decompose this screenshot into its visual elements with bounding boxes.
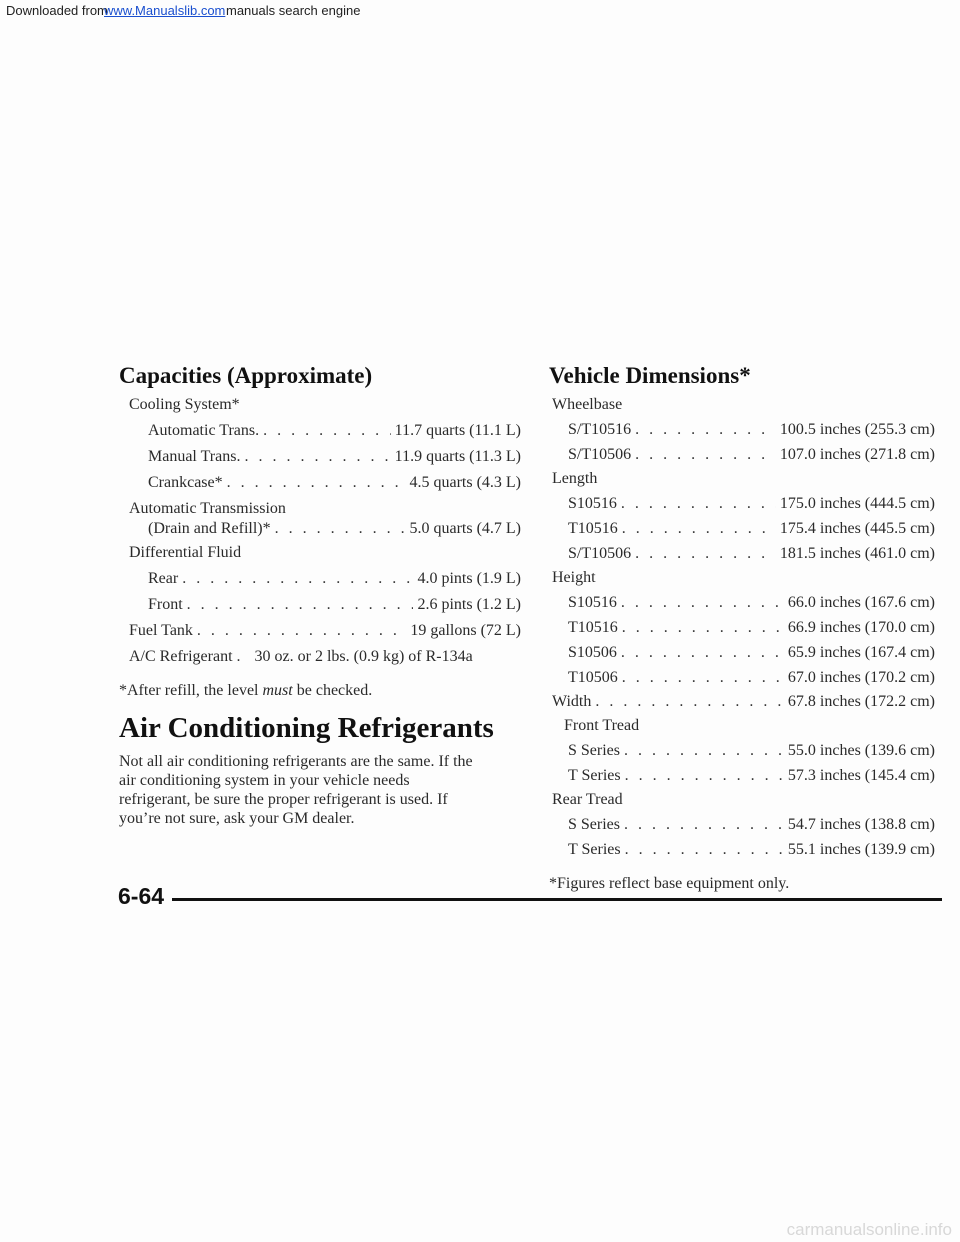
left-column xyxy=(119,362,521,828)
spec-value: 30 oz. or 2 lbs. (0.9 kg) of R-134a xyxy=(254,648,473,665)
spec-row xyxy=(568,814,935,836)
spec-label: S Series xyxy=(568,816,620,833)
leader-dots xyxy=(621,642,784,664)
leader-dots xyxy=(275,520,406,538)
spec-value: 181.5 inches (461.0 cm) xyxy=(779,545,935,562)
spec-row xyxy=(568,419,935,441)
spec-value: 66.0 inches (167.6 cm) xyxy=(787,594,935,611)
spec-value: 4.5 quarts (4.3 L) xyxy=(409,474,521,491)
rear-tread-rows xyxy=(568,814,935,861)
spec-row xyxy=(568,543,935,565)
leader-dots xyxy=(227,472,406,494)
dimensions-footnote: *Figures reflect base equipment only. xyxy=(549,875,790,892)
spec-label: S/T10506 xyxy=(568,446,632,463)
leader-dots xyxy=(197,620,406,642)
spec-label: Automatic Trans. xyxy=(148,422,260,439)
wheelbase-label: Wheelbase xyxy=(552,396,623,413)
header-suffix: manuals search engine xyxy=(226,3,361,18)
spec-row xyxy=(148,472,521,494)
right-column xyxy=(549,362,939,895)
spec-value: 67.8 inches (172.2 cm) xyxy=(787,693,935,710)
spec-row xyxy=(568,592,935,614)
ac-refrigerants-paragraph xyxy=(119,752,521,828)
spec-label: S10516 xyxy=(568,594,617,611)
capacities-heading: Capacities (Approximate) xyxy=(119,363,373,388)
front-tread-rows xyxy=(568,740,935,787)
spec-value: 67.0 inches (170.2 cm) xyxy=(787,669,935,686)
spec-value: 4.0 pints (1.9 L) xyxy=(417,570,521,587)
spec-row xyxy=(568,642,935,664)
leader-dots xyxy=(263,420,391,442)
cooling-system-label: Cooling System* xyxy=(129,396,240,413)
spec-value: 175.0 inches (444.5 cm) xyxy=(779,495,935,512)
footer-rule xyxy=(172,898,942,901)
leader-dots xyxy=(237,646,251,668)
leader-dots xyxy=(622,617,784,639)
leader-dots xyxy=(635,419,776,441)
spec-row xyxy=(552,691,935,713)
spec-label: Width xyxy=(552,693,592,710)
paragraph-line: you’re not sure, ask your GM dealer. xyxy=(119,810,355,827)
spec-value: 65.9 inches (167.4 cm) xyxy=(787,644,935,661)
spec-row xyxy=(148,594,521,616)
leader-dots xyxy=(635,543,776,565)
spec-label: (Drain and Refill)* xyxy=(148,520,271,537)
spec-label: T Series xyxy=(568,841,621,858)
leader-dots xyxy=(244,446,390,468)
footer-watermark-bar xyxy=(0,1218,960,1240)
spec-value: 11.7 quarts (11.1 L) xyxy=(394,422,521,439)
dimensions-list xyxy=(552,394,935,861)
spec-label: Manual Trans. xyxy=(148,448,241,465)
spec-label: T10516 xyxy=(568,619,618,636)
differential-fluid-label: Differential Fluid xyxy=(129,544,242,561)
spec-label: Crankcase* xyxy=(148,474,223,491)
spec-row xyxy=(568,740,935,762)
leader-dots xyxy=(182,568,413,590)
spec-label: S10516 xyxy=(568,495,617,512)
spec-row xyxy=(129,646,521,668)
header-prefix: Downloaded from xyxy=(6,3,108,18)
spec-value: 11.9 quarts (11.3 L) xyxy=(394,448,521,465)
spec-value: 100.5 inches (255.3 cm) xyxy=(779,421,935,438)
spec-label: Rear xyxy=(148,570,179,587)
page-number: 6-64 xyxy=(118,883,165,909)
differential-rows xyxy=(148,568,521,616)
spec-label: T10516 xyxy=(568,520,618,537)
cooling-rows xyxy=(148,420,521,494)
length-rows xyxy=(568,493,935,565)
spec-label: A/C Refrigerant xyxy=(129,648,233,665)
rear-tread-label: Rear Tread xyxy=(552,791,623,808)
spec-label: T10506 xyxy=(568,669,618,686)
height-label: Height xyxy=(552,569,596,586)
leader-dots xyxy=(624,814,784,836)
front-tread-label: Front Tread xyxy=(564,717,640,734)
download-header xyxy=(0,0,960,24)
spec-value: 2.6 pints (1.2 L) xyxy=(417,596,521,613)
leader-dots xyxy=(622,667,784,689)
leader-dots xyxy=(621,493,776,515)
auto-trans-label: Automatic Transmission xyxy=(129,500,286,517)
capacities-list xyxy=(129,394,521,668)
leader-dots xyxy=(622,518,776,540)
spec-value: 57.3 inches (145.4 cm) xyxy=(787,767,935,784)
spec-label: S10506 xyxy=(568,644,617,661)
spec-row xyxy=(148,420,521,442)
spec-row xyxy=(568,839,935,861)
spec-value: 19 gallons (72 L) xyxy=(410,622,521,639)
spec-row xyxy=(568,493,935,515)
refill-note: *After refill, the level must be checked. xyxy=(119,682,373,699)
leader-dots xyxy=(187,594,414,616)
spec-value: 175.4 inches (445.5 cm) xyxy=(779,520,935,537)
spec-row xyxy=(129,620,521,642)
leader-dots xyxy=(621,592,784,614)
ac-refrigerants-heading: Air Conditioning Refrigerants xyxy=(119,712,494,744)
spec-label: Front xyxy=(148,596,183,613)
spec-value: 5.0 quarts (4.7 L) xyxy=(409,520,521,537)
leader-dots xyxy=(625,765,784,787)
spec-value: 54.7 inches (138.8 cm) xyxy=(787,816,935,833)
spec-value: 66.9 inches (170.0 cm) xyxy=(787,619,935,636)
spec-row xyxy=(568,667,935,689)
spec-value: 107.0 inches (271.8 cm) xyxy=(779,446,935,463)
spec-label: Fuel Tank xyxy=(129,622,193,639)
leader-dots xyxy=(595,691,784,713)
height-rows xyxy=(568,592,935,689)
spec-row xyxy=(568,617,935,639)
paragraph-line: air conditioning system in your vehicle needs xyxy=(119,772,410,789)
spec-row xyxy=(568,765,935,787)
spec-label: S Series xyxy=(568,742,620,759)
spec-row xyxy=(148,520,521,538)
length-label: Length xyxy=(552,470,598,487)
spec-value: 55.1 inches (139.9 cm) xyxy=(787,841,935,858)
spec-row xyxy=(148,446,521,468)
spec-row xyxy=(568,518,935,540)
leader-dots xyxy=(624,740,784,762)
spec-value: 55.0 inches (139.6 cm) xyxy=(787,742,935,759)
paragraph-line: Not all air conditioning refrigerants are the same. If the xyxy=(119,753,473,770)
footer-watermark: carmanualsonline.info xyxy=(786,1220,952,1239)
spec-label: T Series xyxy=(568,767,621,784)
wheelbase-rows xyxy=(568,419,935,466)
spec-label: S/T10516 xyxy=(568,421,632,438)
leader-dots xyxy=(625,839,784,861)
manualslib-link[interactable]: www.Manualslib.com xyxy=(104,3,226,18)
spec-label: S/T10506 xyxy=(568,545,632,562)
spec-row xyxy=(568,444,935,466)
paragraph-line: refrigerant, be sure the proper refrigerant is used. If xyxy=(119,791,448,808)
leader-dots xyxy=(635,444,776,466)
vehicle-dimensions-heading: Vehicle Dimensions* xyxy=(549,363,751,388)
spec-row xyxy=(148,568,521,590)
